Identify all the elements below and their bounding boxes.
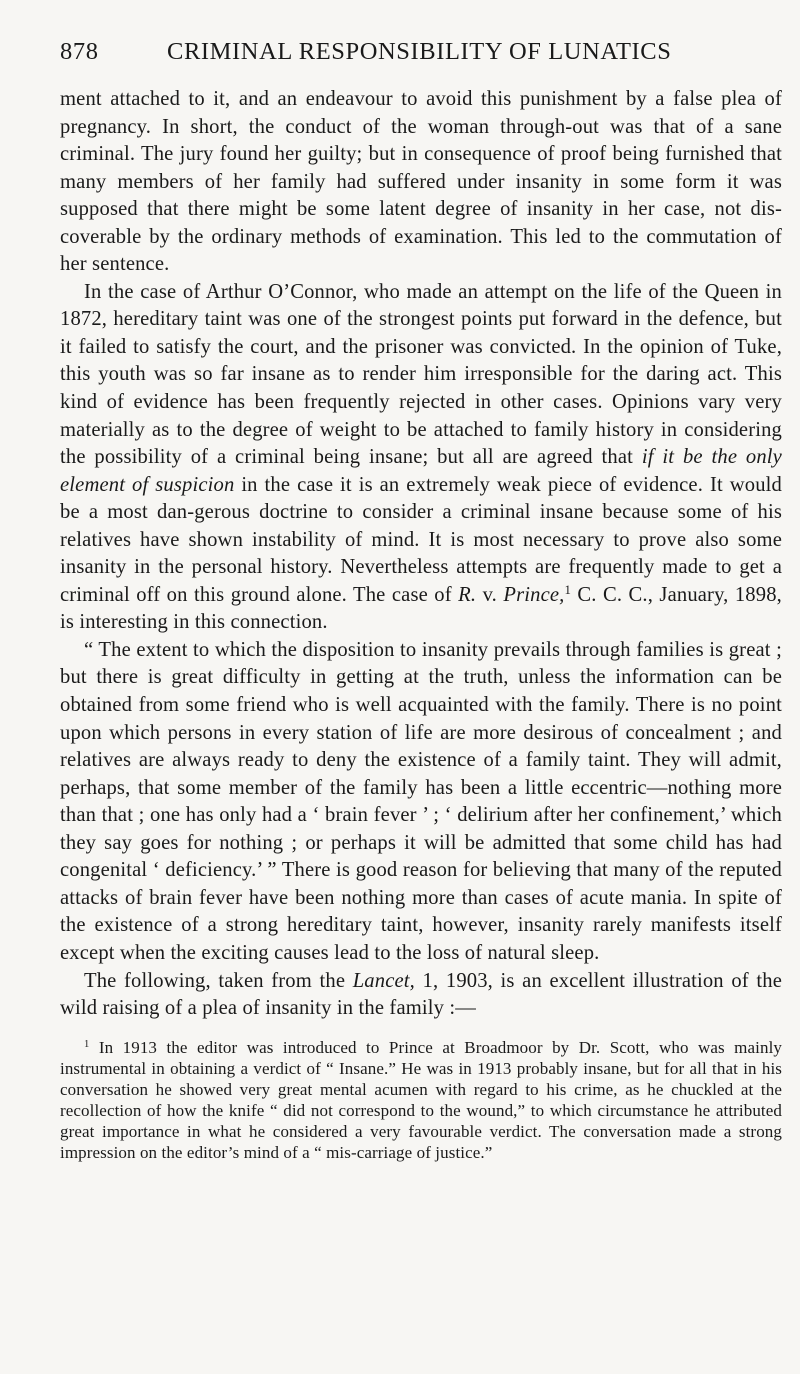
body-text: [60, 86, 782, 1023]
footnote-marker: 1: [84, 1038, 90, 1050]
running-title: CRIMINAL RESPONSIBILITY OF LUNATICS: [167, 38, 672, 65]
paragraph-2-text-a: In the case of Arthur O’Connor, who made an attempt on the life of the Queen in 1872, hereditary taint was one of the strongest points put forward in the defence, but it failed to satisfy the court, and the prisoner was convicted. In the opinion of Tuke, this youth was so far insane as to render him irresponsible for the daring act. This kind of evidence has been frequently rejected in other cases. Opinions vary very materially as to the degree of weight to be attached to family history in considering the possibility of a criminal being insane; but all are agreed that: [60, 280, 782, 469]
paragraph-2-text-c: C. C. C., January, 1898, is interesting in this connection.: [60, 583, 782, 634]
footnote-reference: 1: [564, 582, 572, 597]
paragraph-1-text: ment attached to it, and an endeavour to avoid this punishment by a false plea of pregnancy. In short, the conduct of the woman through-out was that of a sane criminal. The jury found her guilty; but in consequence of proof being furnished that many members of her family had suffered under insanity in some form it was supposed that there might be some latent degree of insanity in her case, not dis-coverable by the ordinary methods of examination. This led to the commutation of her sentence.: [60, 88, 782, 276]
paragraph-1: [60, 86, 782, 279]
paragraph-2-text-b: in the case it is an extremely weak piece of evidence. It would be a most dan-gerous doctrine to consider a criminal insane because some of his relatives have shown instability of mind. It is most necessary to prove also some insanity in the personal history. Nevertheless attempts are frequently made to get a criminal off on this ground alone. The case of: [60, 473, 782, 606]
footnote-text: In 1913 the editor was introduced to Prince at Broadmoor by Dr. Scott, who was mainly instrumental in obtaining a verdict of “ Insane.” He was in 1913 probably insane, but for all that in his conversation he showed very great mental acumen with regard to his crime, as he chuckled at the recollection of how the knife “ did not correspond to the wound,” to which circumstance he attributed great importance in what he considered a very favourable verdict. The conversation made a strong impression on the editor’s mind of a “ mis-carriage of justice.”: [60, 1037, 782, 1163]
case-name-r: R.: [458, 583, 477, 606]
case-name-prince: Prince,: [503, 583, 565, 606]
footnote: [60, 1037, 782, 1164]
page-header: [60, 30, 782, 70]
paragraph-3: [60, 637, 782, 968]
paragraph-2: [60, 279, 782, 637]
paragraph-4: [60, 968, 782, 1023]
paragraph-3-text: “ The extent to which the disposition to insanity prevails through families is great ; but there is great difficulty in getting at the truth, unless the information can be obtained from some friend who is well acquainted with the family. There is no point upon which persons in every station of life are more desirous of concealment ; and relatives are always ready to deny the existence of a family taint. They will admit, perhaps, that some member of the family has been a little eccentric—nothing more than that ; one has only had a ‘ brain fever ’ ; ‘ delirium after her confinement,’ which they say goes for nothing ; or perhaps it will be admitted that some child has had congenital ‘ deficiency.’ ” There is good reason for believing that many of the reputed attacks of brain fever have been nothing more than cases of acute mania. In spite of the existence of a strong hereditary taint, however, insanity rarely manifests itself except when the exciting causes lead to the loss of natural sleep.: [60, 638, 782, 964]
page-number: 878: [60, 38, 99, 65]
paragraph-4-text-a: The following, taken from the: [84, 969, 346, 992]
lancet-citation: Lancet,: [352, 969, 415, 992]
case-versus: v.: [482, 583, 497, 606]
book-page: [60, 30, 782, 1163]
paragraph-2-italic-phrase: if it be the only element of suspicion: [60, 446, 782, 496]
paragraph-4-text-b: 1, 1903, is an excellent illustration of the wild raising of a plea of insanity in the family :—: [60, 969, 782, 1020]
